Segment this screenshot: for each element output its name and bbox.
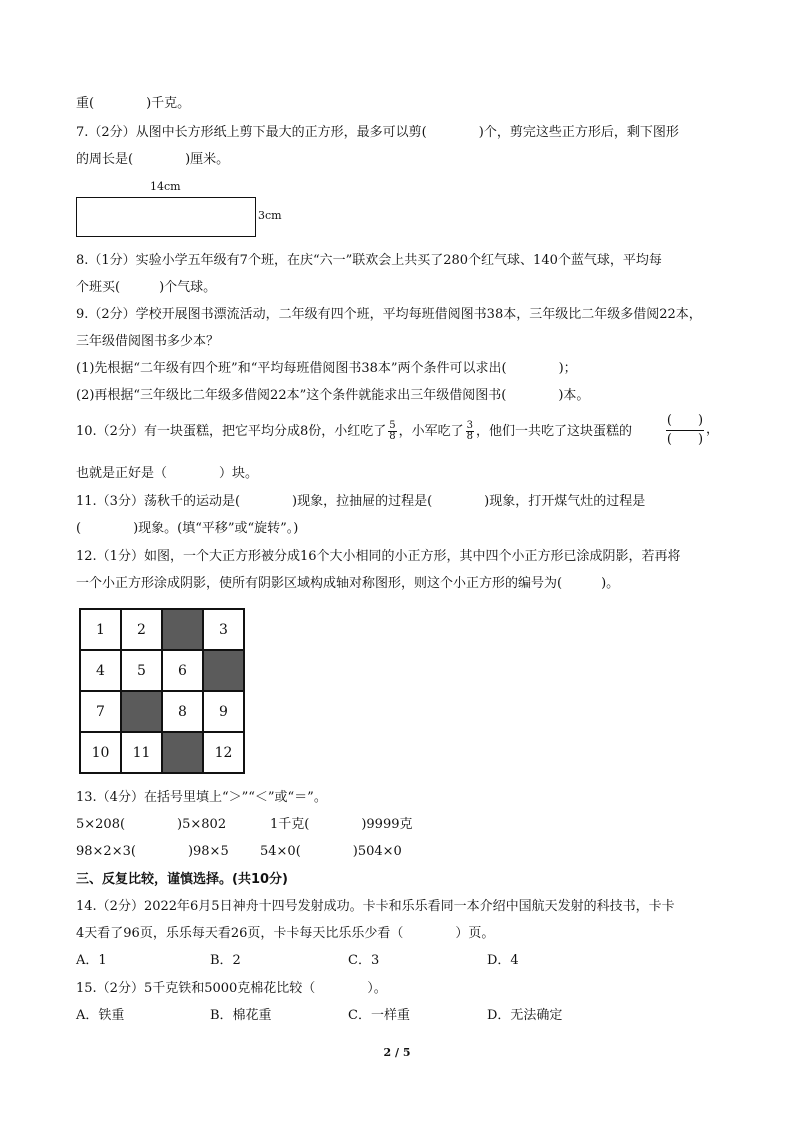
- grid-cell-shaded: [203, 650, 244, 691]
- q8-line1: 8.（1分）实验小学五年级有7个班，在庆“六一”联欢会上共买了280个红气球、140个蓝气球，平均每: [76, 253, 662, 268]
- blank-fraction[interactable]: [666, 412, 704, 449]
- q15-option-a[interactable]: A．铁重: [76, 1008, 125, 1023]
- rect-width-label: 14cm: [150, 180, 181, 193]
- fraction-denominator: 8: [466, 431, 473, 442]
- q13-line: 13.（4分）在括号里填上“＞”“＜”或“＝”。: [76, 790, 327, 805]
- q14-line2: 4天看了96页，乐乐每天看26页，卡卡每天比乐乐少看（ ）页。: [76, 926, 495, 941]
- q15-option-b[interactable]: B．棉花重: [210, 1008, 272, 1023]
- q15-option-d[interactable]: D．无法确定: [487, 1008, 563, 1023]
- grid-cell[interactable]: 5: [121, 650, 162, 691]
- q11-line1: 11.（3分）荡秋千的运动是( )现象，拉抽屉的过程是( )现象，打开煤气灶的过程是: [76, 494, 646, 509]
- rect-height-label: 3cm: [258, 209, 282, 222]
- section-3-heading: 三、反复比较，谨慎选择。(共10分): [76, 872, 288, 887]
- fraction-3-8: [466, 421, 474, 442]
- q9-line4: (2)再根据“三年级比二年级多借阅22本”这个条件就能求出三年级借阅图书( )本。: [76, 388, 590, 403]
- q13-item-1: 5×208( )5×802: [76, 817, 227, 832]
- q15-option-c[interactable]: C．一样重: [348, 1008, 410, 1023]
- q12-line1: 12.（1分）如图，一个大正方形被分成16个大小相同的小正方形，其中四个小正方形已涂成阴影，若再将: [76, 549, 681, 564]
- page-number: 2 / 5: [383, 1046, 411, 1059]
- grid-cell[interactable]: 11: [121, 732, 162, 773]
- grid-cell[interactable]: 12: [203, 732, 244, 773]
- fraction-numerator: 5: [389, 420, 396, 431]
- grid-cell[interactable]: 8: [162, 691, 203, 732]
- grid-row: [80, 732, 244, 773]
- q13-item-4: 54×0( )504×0: [260, 844, 402, 859]
- rect-shape: [76, 197, 256, 237]
- q14-option-c[interactable]: C．3: [348, 953, 380, 968]
- q10-line1: [76, 421, 632, 442]
- grid-cell-shaded: [121, 691, 162, 732]
- grid-cell[interactable]: 7: [80, 691, 121, 732]
- fraction-numerator: 3: [466, 420, 473, 431]
- q9-line2: 三年级借阅图书多少本？: [76, 334, 220, 349]
- q10-text-b: ，小军吃了: [398, 424, 464, 439]
- q10-line2: 也就是正好是（ ）块。: [76, 466, 259, 481]
- fraction-5-8: [388, 421, 396, 442]
- grid-row: [80, 609, 244, 650]
- grid-cell[interactable]: 4: [80, 650, 121, 691]
- q14-option-b[interactable]: B．2: [210, 953, 241, 968]
- q10-text-a: 10.（2分）有一块蛋糕，把它平均分成8份，小红吃了: [76, 424, 387, 439]
- grid-cell-shaded: [162, 609, 203, 650]
- q13-item-3: 98×2×3( )98×5: [76, 844, 229, 859]
- q7-line2: 的周长是( )厘米。: [76, 152, 230, 167]
- q13-item-2: 1千克( )9999克: [270, 817, 413, 832]
- q15-line: 15.（2分）5千克铁和5000克棉花比较（ ）。: [76, 981, 387, 996]
- blank-denominator: ( ): [666, 432, 704, 447]
- blank-numerator: ( ): [666, 412, 704, 431]
- grid-cell[interactable]: 9: [203, 691, 244, 732]
- grid-cell[interactable]: 2: [121, 609, 162, 650]
- grid-cell[interactable]: 10: [80, 732, 121, 773]
- grid-cell[interactable]: 3: [203, 609, 244, 650]
- q14-line1: 14.（2分）2022年6月5日神舟十四号发射成功。卡卡和乐乐看同一本介绍中国航天发射的科技书，卡卡: [76, 899, 675, 914]
- q10-comma: ，: [706, 422, 720, 437]
- q7-line1: 7.（2分）从图中长方形纸上剪下最大的正方形，最多可以剪( )个，剪完这些正方形后，剩下图形: [76, 125, 679, 140]
- grid-cell-shaded: [162, 732, 203, 773]
- grid-row: [80, 691, 244, 732]
- grid-row: [80, 650, 244, 691]
- q14-option-d[interactable]: D．4: [487, 953, 519, 968]
- q14-option-a[interactable]: A．1: [76, 953, 107, 968]
- q12-line2: 一个小正方形涂成阴影，使所有阴影区域构成轴对称图形，则这个小正方形的编号为( )。: [76, 576, 620, 591]
- q8-line2: 个班买( )个气球。: [76, 280, 217, 295]
- fraction-denominator: 8: [389, 431, 396, 442]
- grid-cell[interactable]: 1: [80, 609, 121, 650]
- q11-line2: ( )现象。(填“平移”或“旋转”。): [76, 521, 299, 536]
- q9-line1: 9.（2分）学校开展图书漂流活动，二年级有四个班，平均每班借阅图书38本，三年级比二年级多借阅22本，: [76, 307, 702, 322]
- grid-cell[interactable]: 6: [162, 650, 203, 691]
- grid-figure: [79, 608, 245, 774]
- q6-tail: 重( )千克。: [76, 96, 191, 111]
- q9-line3: (1)先根据“二年级有四个班”和“平均每班借阅图书38本”两个条件可以求出( )；: [76, 361, 577, 376]
- q10-text-c: ，他们一共吃了这块蛋糕的: [475, 424, 632, 439]
